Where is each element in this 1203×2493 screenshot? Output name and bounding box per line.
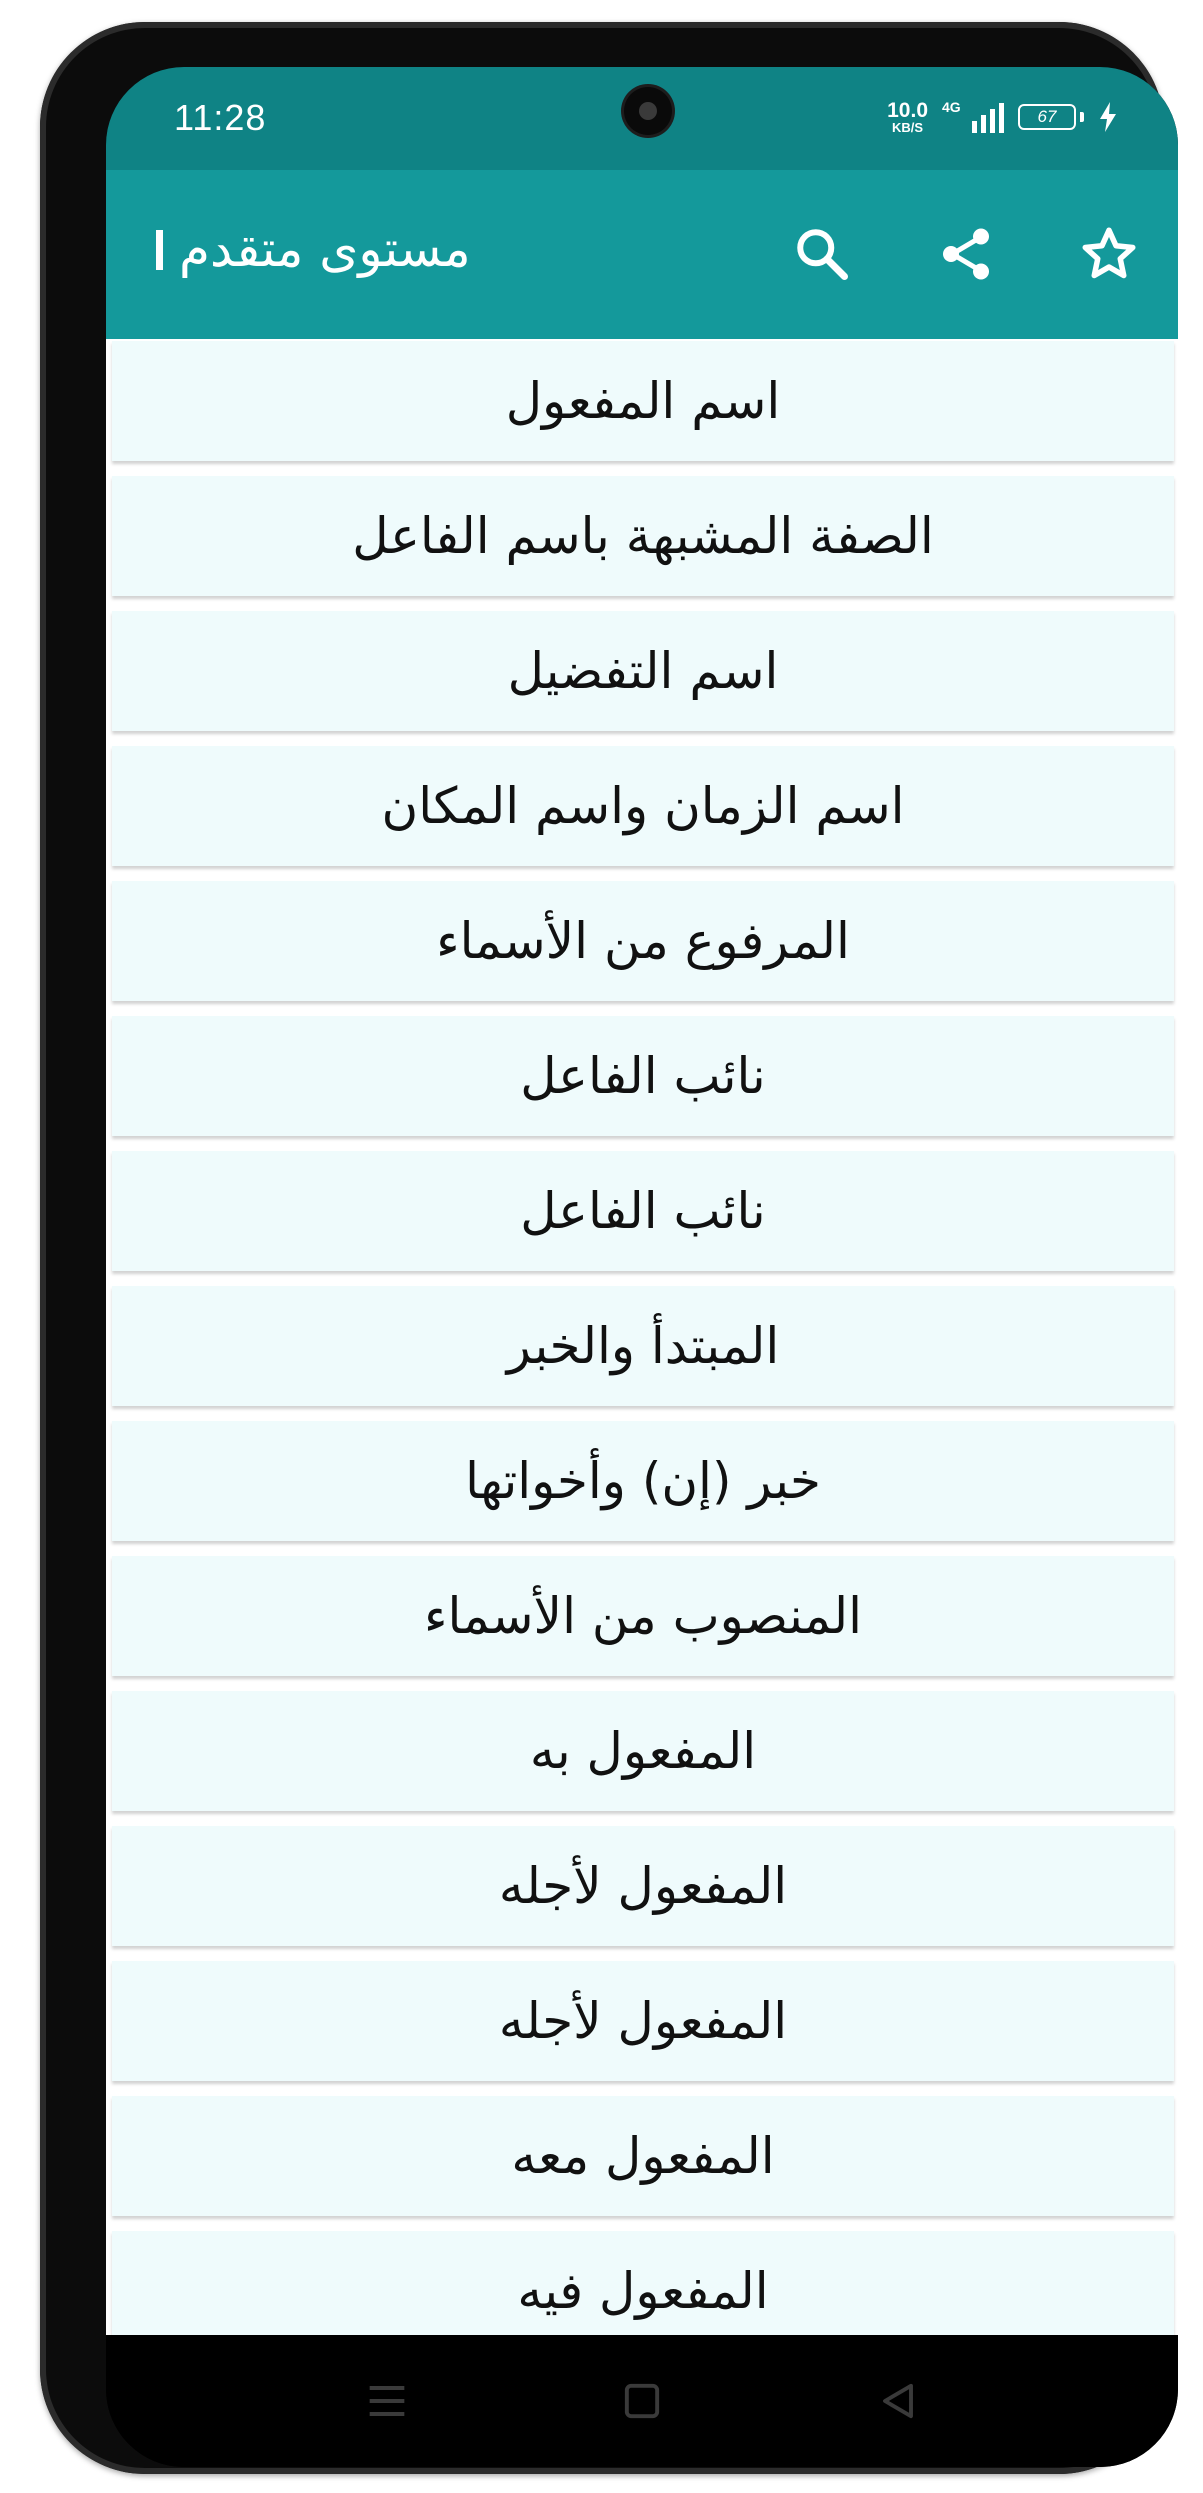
back-icon[interactable] <box>872 2375 924 2427</box>
share-button[interactable] <box>918 206 1014 302</box>
page-title <box>156 220 471 278</box>
list-item[interactable]: الصفة المشبهة باسم الفاعل <box>112 476 1174 596</box>
list-item[interactable]: المنصوب من الأسماء <box>112 1556 1174 1676</box>
text-cursor <box>156 230 163 270</box>
network-type: 4G <box>942 99 961 115</box>
search-button[interactable] <box>774 206 870 302</box>
list-item[interactable]: نائب الفاعل <box>112 1016 1174 1136</box>
list-item[interactable]: نائب الفاعل <box>112 1151 1174 1271</box>
lessons-list <box>106 339 1178 2335</box>
system-nav-bar <box>106 2335 1178 2467</box>
status-icons <box>887 95 1118 139</box>
favorite-button[interactable] <box>1061 206 1157 302</box>
page-title-text: مستوى متقدم <box>179 220 471 278</box>
status-time: 11:28 <box>174 97 267 138</box>
network-speed <box>887 100 928 134</box>
front-camera-icon <box>624 87 672 135</box>
network-speed-value: 10.0 <box>887 99 928 122</box>
list-item[interactable]: المفعول به <box>112 1691 1174 1811</box>
status-bar <box>106 67 1178 170</box>
search-icon <box>792 224 852 284</box>
signal-icon <box>942 101 1004 133</box>
star-icon <box>1079 224 1139 284</box>
list-item[interactable]: اسم التفضيل <box>112 611 1174 731</box>
menu-icon[interactable] <box>361 2375 413 2427</box>
charging-icon <box>1098 102 1118 132</box>
list-item[interactable]: اسم الزمان واسم المكان <box>112 746 1174 866</box>
list-item[interactable]: اسم المفعول <box>112 341 1174 461</box>
battery-level: 67 <box>1037 107 1057 126</box>
phone-screen <box>106 67 1178 2467</box>
list-item[interactable]: المفعول لأجله <box>112 1826 1174 1946</box>
list-item[interactable]: المبتدأ والخبر <box>112 1286 1174 1406</box>
network-speed-unit: KB/S <box>892 120 924 135</box>
phone-frame <box>40 22 1164 2474</box>
list-item[interactable]: المفعول لأجله <box>112 1961 1174 2081</box>
list-item[interactable]: المرفوع من الأسماء <box>112 881 1174 1001</box>
home-icon[interactable] <box>616 2375 668 2427</box>
app-bar <box>106 170 1178 339</box>
battery-icon <box>1018 104 1084 130</box>
list-item[interactable]: المفعول معه <box>112 2096 1174 2216</box>
list-item[interactable]: المفعول فيه <box>112 2231 1174 2335</box>
list-item[interactable]: خبر (إن) وأخواتها <box>112 1421 1174 1541</box>
share-icon <box>936 224 996 284</box>
